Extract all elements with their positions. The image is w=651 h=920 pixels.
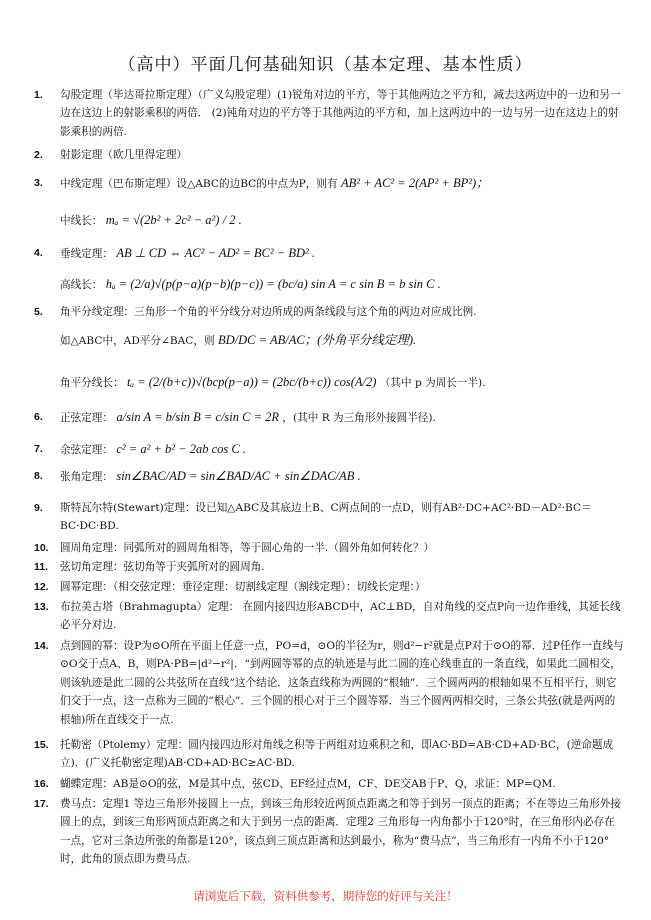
- list-item: [34, 558, 624, 576]
- item-label: 中线长：: [60, 215, 103, 228]
- item-text: 垂线定理：: [60, 248, 113, 260]
- item-text: 蝴蝶定理：AB是⊙O的弦，M是其中点，弦CD、EF经过点M，CF、DE交AB于P、Q，求证：MP=QM.: [60, 778, 556, 790]
- list-item: [34, 499, 624, 536]
- item-number: 6.: [34, 411, 43, 423]
- item-note: ，(其中 R 为三角形外接圆半径).: [282, 412, 436, 424]
- item-number: 12.: [34, 581, 49, 593]
- item-number: 17.: [34, 798, 49, 810]
- item-text: 弦切角定理：弦切角等于夹弧所对的圆周角.: [60, 561, 265, 573]
- list-item: [34, 408, 624, 427]
- item-number: 2.: [34, 149, 43, 161]
- formula: tₐ = (2/(b+c))√(bcp(p−a)) = (2bc/(b+c)) cos(A/2): [126, 374, 377, 389]
- item-note: （其中 p 为周长一半).: [379, 376, 486, 389]
- item-text: 布拉美古塔（Brahmagupta）定理： 在圆内接四边形ABCD中，AC⊥BD，自对角线的交点P向一边作垂线，其延长线必平分对边.: [60, 601, 621, 632]
- item-number: 3.: [34, 177, 43, 189]
- item-label: 高线长：: [60, 279, 103, 292]
- formula: mₐ = √(2b² + 2c² − a²) / 2 .: [105, 213, 242, 228]
- item-number: 7.: [34, 443, 43, 455]
- item-number: 5.: [34, 306, 43, 318]
- list-item: [34, 86, 624, 141]
- formula: BD/DC = AB/AC；(外角平分线定理).: [217, 333, 417, 348]
- list-item: [34, 598, 624, 635]
- list-item: [34, 795, 624, 869]
- item-text: 射影定理（欧几里得定理）: [60, 149, 188, 161]
- list-item: [34, 174, 624, 231]
- item-number: 1.: [34, 89, 43, 101]
- item-number: 9.: [34, 502, 43, 514]
- item-text: 余弦定理：: [60, 444, 113, 456]
- item-text: 正弦定理：: [60, 412, 113, 424]
- footer-notice: 请浏览后下载，资料供参考，期待您的好评与关注！: [193, 889, 458, 903]
- item-number: 16.: [34, 778, 49, 790]
- list-item: [34, 775, 624, 793]
- item-number: 11.: [34, 561, 49, 573]
- item-text: 圆周角定理：同弧所对的圆周角相等，等于圆心角的一半.（圆外角如何转化？）: [60, 542, 435, 554]
- item-text: 圆幂定理：（相交弦定理：垂径定理：切割线定理（割线定理）：切线长定理：）: [60, 581, 426, 593]
- item-label: 如△ABC中，AD平分∠BAC，则: [60, 335, 215, 348]
- item-text: 斯特瓦尔特(Stewart)定理：设已知△ABC及其底边上B、C两点间的一点D，则有AB²·DC+AC²·BD－AD²·BC＝BC·DC·BD.: [60, 502, 592, 533]
- list-item: [34, 736, 624, 773]
- item-label: 角平分线长：: [60, 376, 124, 389]
- page-title: （高中）平面几何基础知识（基本定理、基本性质）: [118, 55, 533, 75]
- item-number: 14.: [34, 640, 49, 652]
- formula: a/sin A = b/sin B = c/sin C = 2R: [116, 410, 280, 424]
- item-number: 8.: [34, 470, 43, 482]
- item-text: 费马点：定理1 等边三角形外接圆上一点，到该三角形较近两顶点距离之和等于到另一顶点的距离；不在等边三角形外接圆上的点，到该三角形两顶点距离之和大于到另一点的距离．定理2 三角形每一内角都小于120°时，在三角形内必存在一点，它对三条边所张的角都是120°，该点到三顶点距离和达到最小，称为“费马点”，当三角形有一内角不小于120°时，此角的顶点即为费马点.: [60, 798, 621, 866]
- formula: sin∠BAC/AD = sin∠BAD/AC + sin∠DAC/AB .: [116, 469, 361, 483]
- list-item: [34, 440, 624, 459]
- list-item: [34, 303, 624, 392]
- list-item: [34, 146, 624, 164]
- list-item: [34, 539, 624, 557]
- item-number: 4.: [34, 247, 43, 259]
- item-text: 中线定理（巴布斯定理）设△ABC的边BC的中点为P，则有: [60, 178, 338, 190]
- item-text: 勾股定理（毕达哥拉斯定理）（广义勾股定理）(1)锐角对边的平方，等于其他两边之平方和，减去这两边中的一边和另一边在这边上的射影乘积的两倍． (2)钝角对边的平方等于其他两边的平方和，加上这两边中的一边与另一边在这边上的射影乘积的两倍.: [60, 89, 621, 138]
- formula: hₐ = (2/a)√(p(p−a)(p−b)(p−c)) = (bc/a) sin A = c sin B = b sin C .: [105, 277, 441, 292]
- list-item: [34, 467, 624, 486]
- formula: AB ⊥ CD ⇔ AC² − AD² = BC² − BD² .: [116, 246, 315, 260]
- item-number: 15.: [34, 739, 49, 751]
- item-text: 张角定理：: [60, 471, 113, 483]
- formula: AB² + AC² = 2(AP² + BP²)；: [340, 176, 489, 190]
- formula: c² = a² + b² − 2ab cos C .: [116, 442, 246, 456]
- item-text: 角平分线定理：三角形一个角的平分线分对边所成的两条线段与这个角的两边对应成比例.: [60, 306, 477, 318]
- item-text: 点到圆的幂：设P为⊙O所在平面上任意一点，PO=d，⊙O的半径为r，则d²−r²就是点P对于⊙O的幂．过P任作一直线与⊙O交于点A、B，则PA·PB=|d²−r²|．“到两圆等幂的点的轨迹是与此二圆的连心线垂直的一条直线，如果此二圆相交，则该轨迹是此二圆的公共弦所在直线”这个结论．这条直线称为两圆的“根轴”．三个圆两两的根轴如果不互相平行，则它们交于一点，这一点称为三圆的“根心”．三个圆的根心对于三个圆等幂．当三个圆两两相交时，三条公共弦(就是两两的根轴)所在直线交于一点.: [60, 640, 624, 726]
- list-item: [34, 244, 624, 295]
- list-item: [34, 578, 624, 596]
- item-text: 托勒密（Ptolemy）定理：圆内接四边形对角线之积等于两组对边乘积之和，即AC·BD=AB·CD+AD·BC，(逆命题成立)．(广义托勒密定理)AB·CD+AD·BC≥AC·BD.: [60, 739, 614, 770]
- item-number: 10.: [34, 542, 49, 554]
- item-number: 13.: [34, 601, 49, 613]
- list-item: [34, 637, 624, 729]
